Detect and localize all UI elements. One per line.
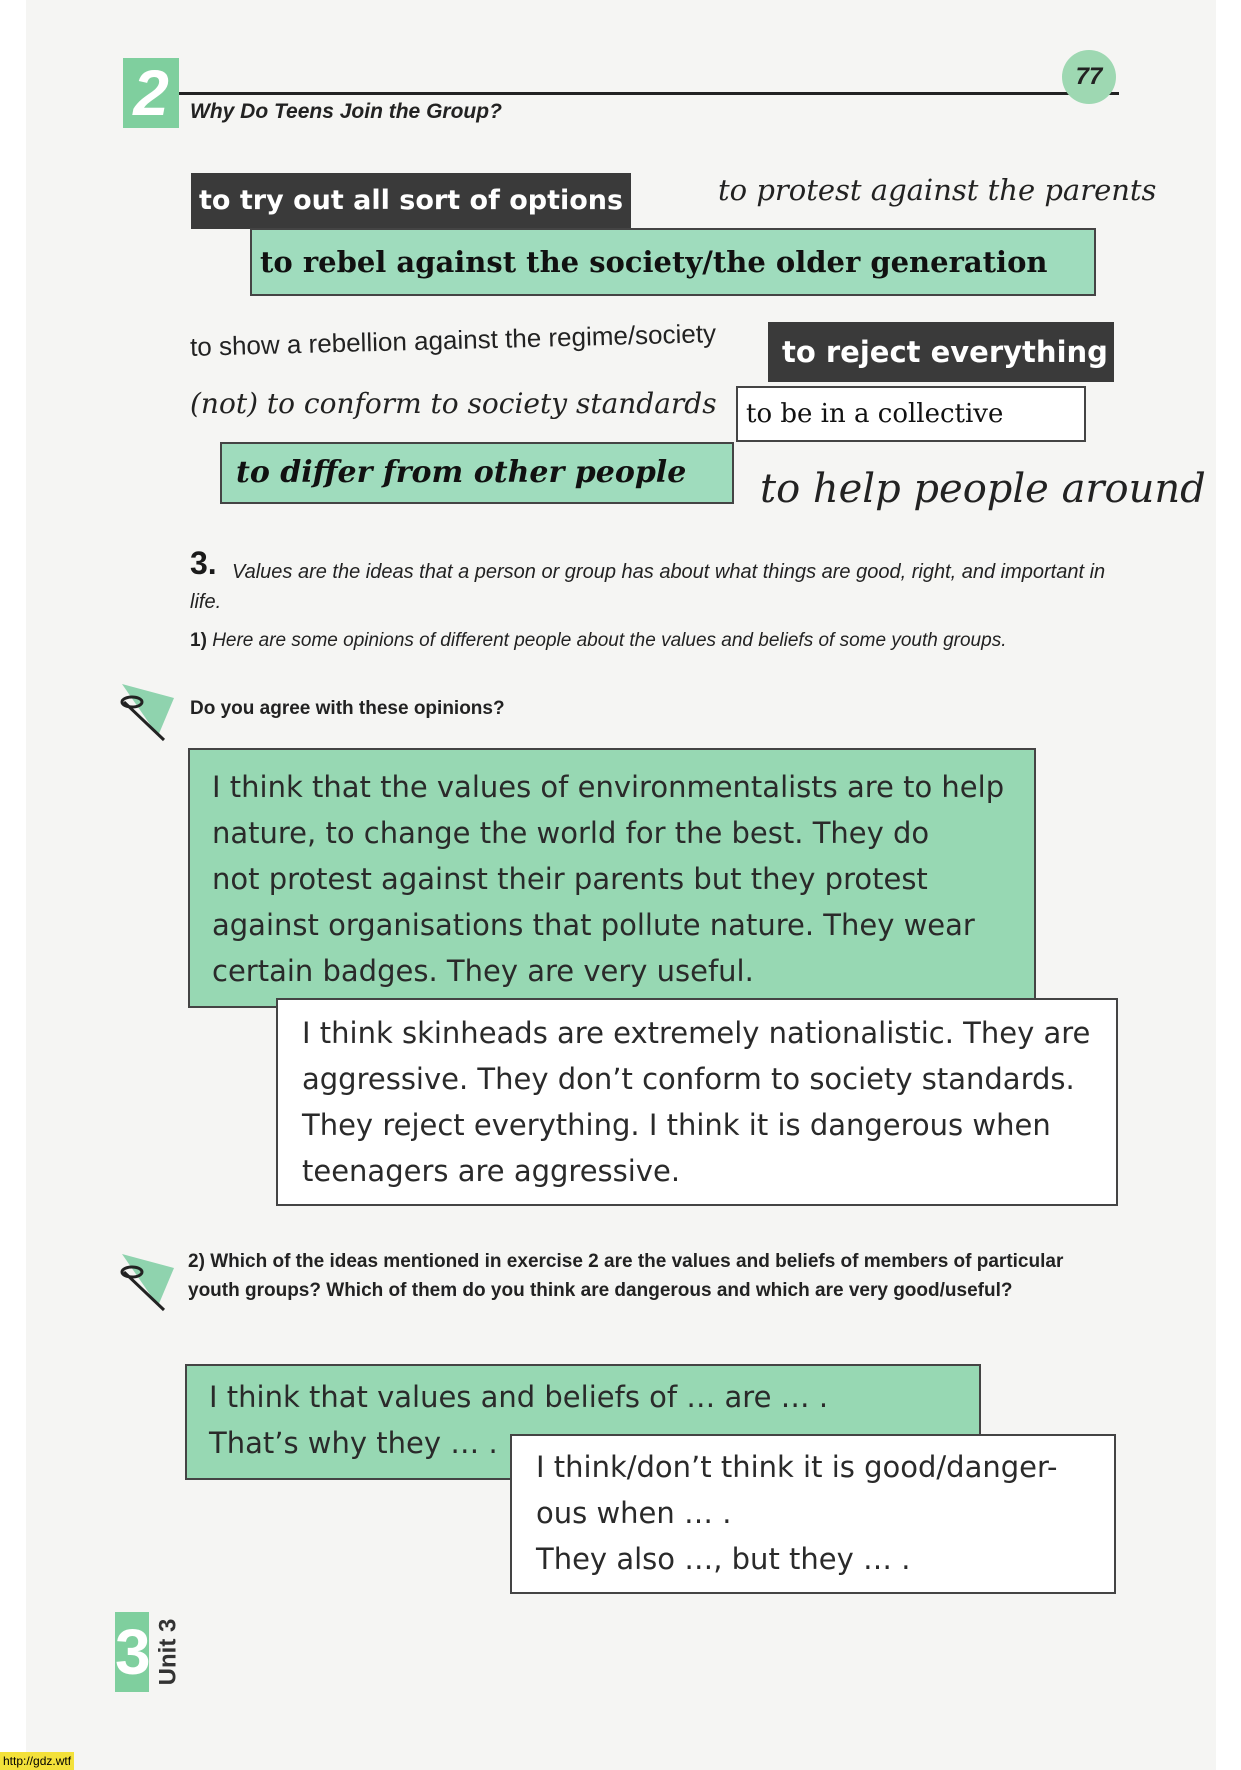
phrase-show-rebellion: to show a rebellion against the regime/society <box>189 318 717 362</box>
speaking-task-icon <box>118 1250 178 1312</box>
phrase-protest-parents: to protest against the parents <box>718 173 1157 207</box>
section-number-badge: 2 <box>123 58 179 128</box>
template-line: They also …, but they … . <box>536 1542 911 1576</box>
section-title: Why Do Teens Join the Group? <box>190 100 502 123</box>
speaking-task-icon <box>118 680 178 742</box>
subtask-1-number: 1) <box>190 630 207 651</box>
opinion-line: teenagers are aggressive. <box>302 1154 681 1188</box>
phrase-rebel-society: to rebel against the society/the older generation <box>250 228 1096 296</box>
opinion-environmentalists <box>188 748 1036 1008</box>
subtask-1-text: Here are some opinions of different people about the values and beliefs of some youth groups. <box>212 630 1007 651</box>
subtask-2-number: 2) <box>188 1251 205 1272</box>
phrase-try-options: to try out all sort of options <box>191 173 631 229</box>
template-line: ous when … . <box>536 1496 732 1530</box>
discussion-question-1: Do you agree with these opinions? <box>190 698 505 719</box>
opinion-line: against organisations that pollute nature. They wear <box>212 908 975 942</box>
header-rule <box>179 92 1119 95</box>
template-line: I think/don’t think it is good/danger- <box>536 1450 1058 1484</box>
exercise-subtask-1 <box>190 627 1120 655</box>
phrase-help-people: to help people around <box>760 466 1206 512</box>
unit-label-text: Unit 3 <box>154 1618 182 1686</box>
opinion-line: They reject everything. I think it is dangerous when <box>302 1108 1051 1142</box>
phrase-in-collective: to be in a collective <box>736 386 1086 442</box>
exercise-number: 3. <box>190 545 217 581</box>
answer-template-opinion <box>510 1434 1116 1594</box>
opinion-skinheads <box>276 998 1118 1206</box>
template-line: I think that values and beliefs of … are … . <box>209 1380 829 1414</box>
opinion-line: nature, to change the world for the best. They do <box>212 816 930 850</box>
subtask-2-text: Which of the ideas mentioned in exercise 2 are the values and beliefs of members of particular youth groups? Which of them do you think are dangerous and which are very good/useful? <box>188 1251 1064 1301</box>
opinion-line: I think skinheads are extremely nationalistic. They are <box>302 1016 1091 1050</box>
unit-number-badge: 3 <box>115 1612 149 1692</box>
opinion-line: I think that the values of environmentalists are to help <box>212 770 1005 804</box>
opinion-line: certain badges. They are very useful. <box>212 954 754 988</box>
opinion-line: aggressive. They don’t conform to society standards. <box>302 1062 1075 1096</box>
phrase-reject-everything: to reject everything <box>768 322 1114 382</box>
unit-label <box>150 1612 186 1692</box>
opinion-line: not protest against their parents but they protest <box>212 862 928 896</box>
phrase-not-conform: (not) to conform to society standards <box>190 387 717 420</box>
source-link[interactable]: http://gdz.wtf <box>0 1752 74 1770</box>
exercise-intro: Values are the ideas that a person or group has about what things are good, right, and important in life. <box>190 561 1106 613</box>
discussion-question-2 <box>188 1247 1120 1305</box>
template-line: That’s why they … . <box>209 1426 498 1460</box>
phrase-differ-people: to differ from other people <box>220 442 734 504</box>
page-number: 77 <box>1062 50 1116 104</box>
